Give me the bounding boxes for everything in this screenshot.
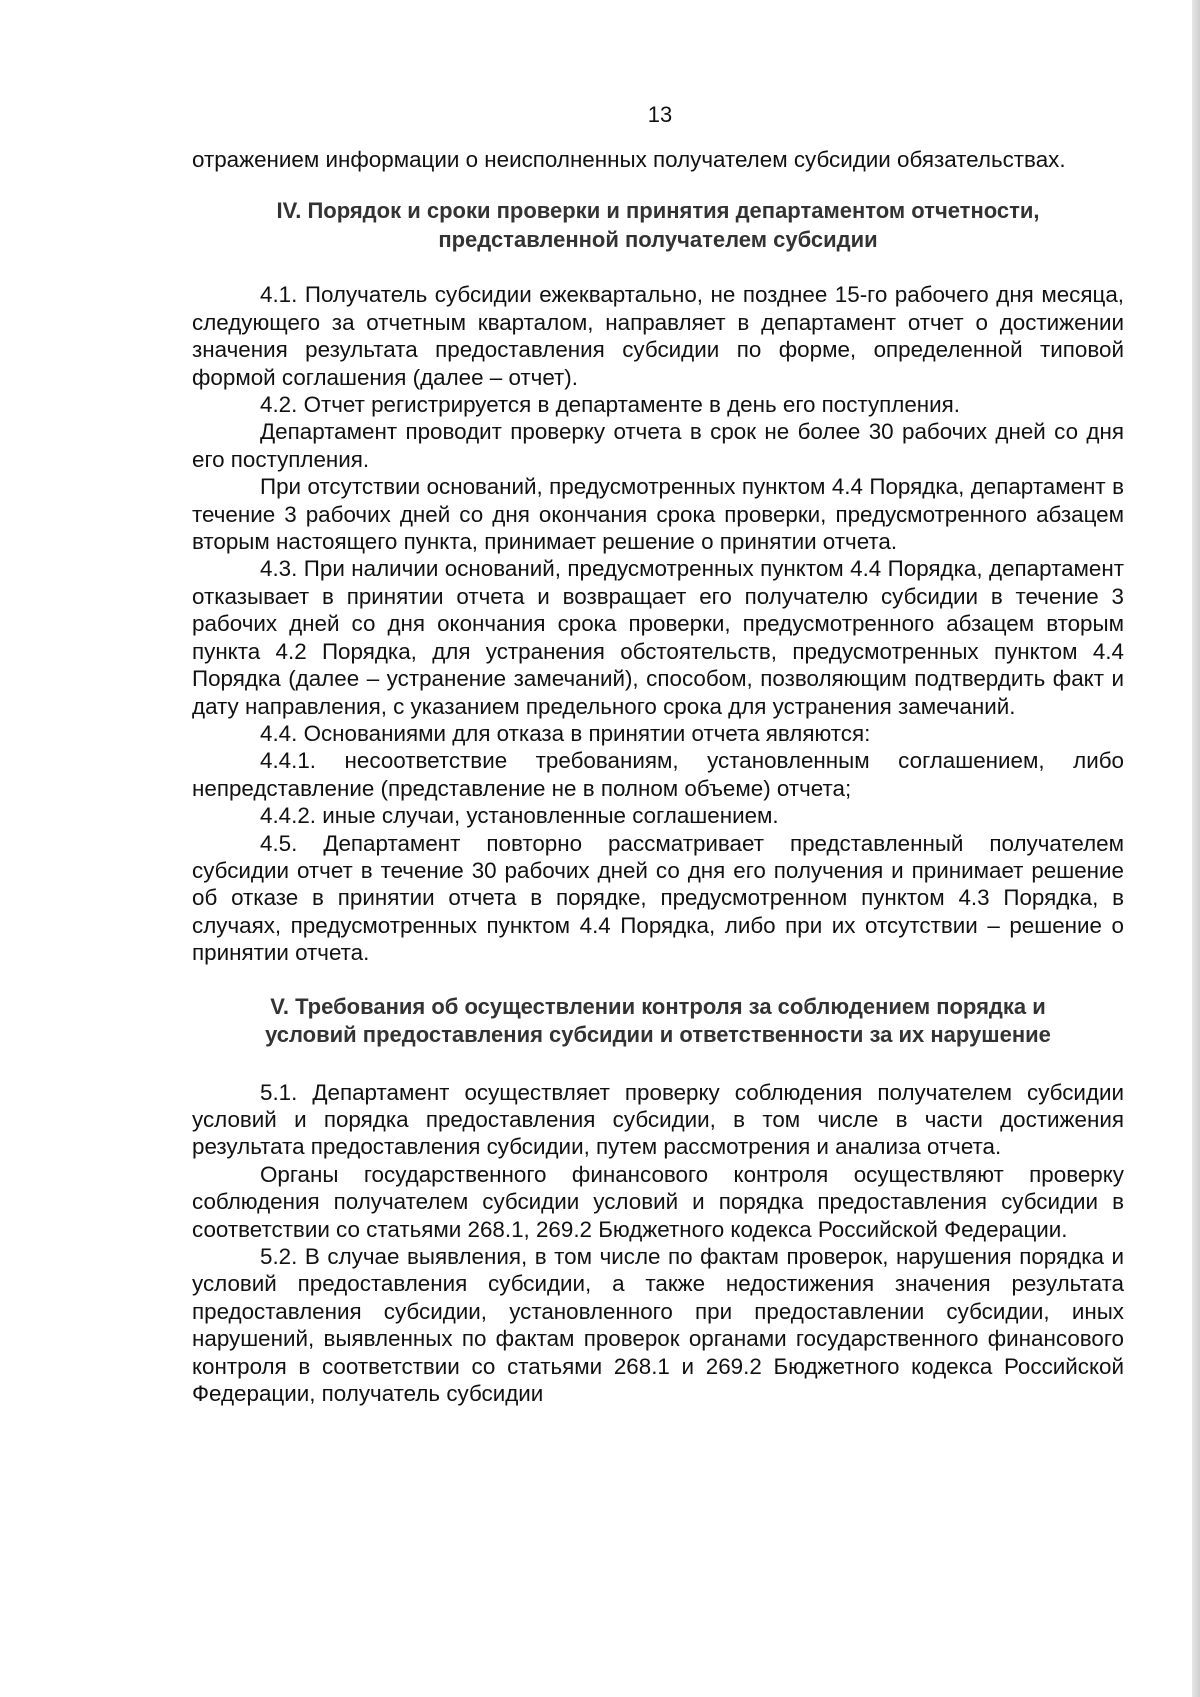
paragraph-4-2-review: Департамент проводит проверку отчета в срок не более 30 рабочих дней со дня его поступления. [192, 419, 1124, 472]
paragraph-5-2: 5.2. В случае выявления, в том числе по фактам проверок, нарушения порядка и условий предоставления субсидии, а также недостижения значения результата предоставления субсидии, установленного при предоставлении субсидии, иных нарушений, выявленных по фактам проверок органами государственного финансового контроля в соответствии со статьями 268.1 и 269.2 Бюджетного кодекса Российской Федерации, получатель субсидии [192, 1244, 1124, 1407]
paragraph-4-4: 4.4. Основаниями для отказа в принятии отчета являются: [260, 720, 871, 746]
section-5-heading [192, 993, 1124, 1050]
paragraph-4-4-2: 4.4.2. иные случаи, установленные соглашением. [260, 803, 779, 829]
section-4-title-line-1: IV. Порядок и сроки проверки и принятия департаментом отчетности, [276, 198, 1040, 224]
document-body [192, 146, 1124, 1407]
paragraph-4-3: 4.3. При наличии оснований, предусмотренных пунктом 4.4 Порядка, департамент отказывает в принятии отчета и возвращает его получателю субсидии в течение 3 рабочих дней со дня окончания срока проверки, предусмотренного абзацем вторым пункта 4.2 Порядка, для устранения обстоятельств, предусмотренных пунктом 4.4 Порядка (далее – устранение замечаний), способом, позволяющим подтвердить факт и дату направления, с указанием предельного срока для устранения замечаний. [192, 556, 1124, 719]
section-5-title-line-1: V. Требования об осуществлении контроля за соблюдением порядка и [270, 993, 1046, 1019]
paragraph-5-1-control: Органы государственного финансового контроля осуществляют проверку соблюдения получателем субсидии условий и порядка предоставления субсидии в соответствии со статьями 268.1, 269.2 Бюджетного кодекса Российской Федерации. [192, 1161, 1124, 1242]
paragraph-4-4-1: 4.4.1. несоответствие требованиям, установленным соглашением, либо непредставление (представление не в полном объеме) отчета; [192, 748, 1124, 801]
section-4-title-line-2: представленной получателем субсидии [438, 226, 878, 252]
section-4-heading [192, 197, 1124, 254]
page-number: 13 [647, 102, 673, 127]
intro-paragraph: отражением информации о неисполненных получателем субсидии обязательствах. [192, 147, 1066, 172]
paragraph-4-1: 4.1. Получатель субсидии ежеквартально, не позднее 15-го рабочего дня месяца, следующего за отчетным кварталом, направляет в департамент отчет о достижении значения результата предоставления субсидии по форме, определенной типовой формой соглашения (далее – отчет). [192, 282, 1124, 390]
page-edge [1192, 0, 1200, 1697]
paragraph-4-5: 4.5. Департамент повторно рассматривает представленный получателем субсидии отчет в течение 30 рабочих дней со дня его получения и принимает решение об отказе в принятии отчета в порядке, предусмотренном пунктом 4.3 Порядка, в случаях, предусмотренных пунктом 4.4 Порядка, либо при их отсутствии – решение о принятии отчета. [192, 830, 1124, 966]
paragraph-4-2-decision: При отсутствии оснований, предусмотренных пунктом 4.4 Порядка, департамент в течение 3 рабочих дней со дня окончания срока проверки, предусмотренного абзацем вторым настоящего пункта, принимает решение о принятии отчета. [192, 474, 1124, 555]
section-5-title-line-2: условий предоставления субсидии и ответственности за их нарушение [265, 1022, 1051, 1048]
paragraph-4-2: 4.2. Отчет регистрируется в департаменте в день его поступления. [260, 392, 961, 418]
paragraph-5-1: 5.1. Департамент осуществляет проверку соблюдения получателем субсидии условий и порядка предоставления субсидии, в том числе в части достижения результата предоставления субсидии, путем рассмотрения и анализа отчета. [192, 1079, 1124, 1160]
